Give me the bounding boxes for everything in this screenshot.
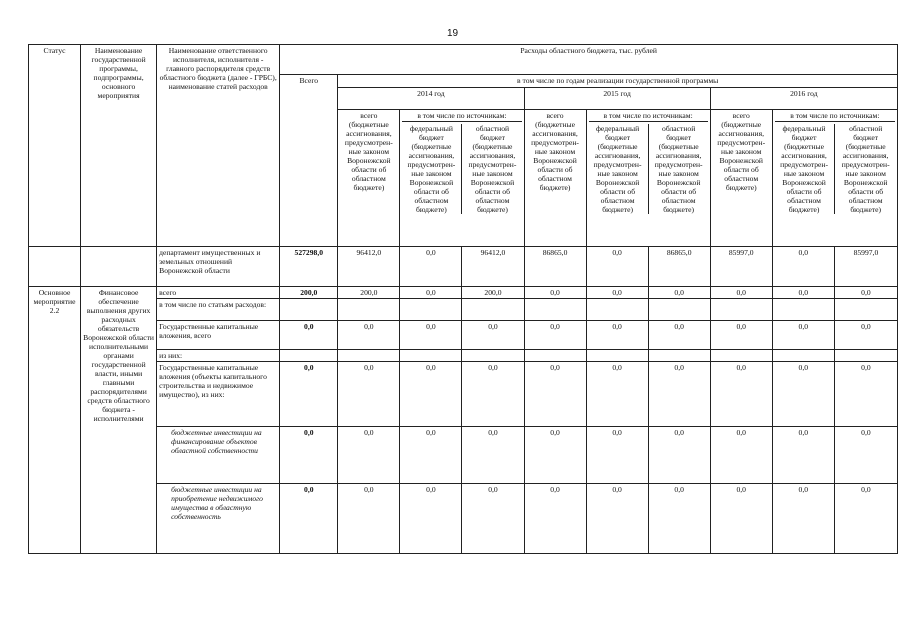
value-cell: 0,0 <box>710 287 772 299</box>
row-label: Государственные капитальные вложения (объекты капитального строительства и недвижимое имущество), из них: <box>157 362 280 427</box>
page-number: 19 <box>446 28 459 39</box>
table-row <box>29 362 898 427</box>
header-total: Всего <box>280 75 338 247</box>
value-cell <box>648 350 710 362</box>
value-cell <box>834 350 897 362</box>
value-cell <box>710 350 772 362</box>
value-cell: 0,0 <box>834 287 897 299</box>
value-cell <box>586 299 648 321</box>
value-cell: 0,0 <box>524 362 586 427</box>
value-cell: 0,0 <box>772 321 834 350</box>
value-cell: 0,0 <box>586 427 648 484</box>
value-cell: 86865,0 <box>524 247 586 287</box>
table-row <box>29 350 898 362</box>
value-cell: 0,0 <box>586 362 648 427</box>
table-row <box>29 287 898 299</box>
value-cell <box>834 299 897 321</box>
value-cell <box>400 350 462 362</box>
value-cell: 0,0 <box>648 484 710 554</box>
value-cell: 0,0 <box>834 362 897 427</box>
value-cell: 0,0 <box>648 427 710 484</box>
value-cell: 0,0 <box>772 484 834 554</box>
header-year-total: всего (бюджетные ассигнования, предусмотрен-ные законом Воронежской области об областном бюджете) <box>524 110 586 247</box>
value-cell: 0,0 <box>772 287 834 299</box>
value-cell: 0,0 <box>648 287 710 299</box>
value-cell: 527298,0 <box>280 247 338 287</box>
row-label: бюджетные инвестиции на приобретение недвижимого имущества в областную собственность <box>157 484 280 554</box>
header-year-2014: 2014 год <box>338 88 524 110</box>
value-cell: 200,0 <box>462 287 524 299</box>
value-cell: 0,0 <box>524 427 586 484</box>
table-row <box>29 427 898 484</box>
value-cell: 0,0 <box>338 362 400 427</box>
value-cell: 0,0 <box>524 287 586 299</box>
header-by-sources: в том числе по источникам: <box>589 111 708 122</box>
header-regional: областной бюджет (бюджетные ассигнования, предусмотрен-ные законом Воронежской области об областном бюджете) <box>654 124 703 214</box>
value-cell: 0,0 <box>400 362 462 427</box>
value-cell <box>280 350 338 362</box>
table-row <box>29 484 898 554</box>
value-cell: 0,0 <box>648 362 710 427</box>
measure-status: Основное мероприятие 2.2 <box>29 287 81 554</box>
value-cell <box>338 350 400 362</box>
value-cell: 0,0 <box>586 321 648 350</box>
header-regional: областной бюджет (бюджетные ассигнования, предусмотрен-ные законом Воронежской области об областном бюджете) <box>841 124 890 214</box>
row-label: из них: <box>157 350 280 362</box>
value-cell <box>586 350 648 362</box>
value-cell: 0,0 <box>586 287 648 299</box>
row-label: всего <box>157 287 280 299</box>
value-cell: 0,0 <box>710 484 772 554</box>
value-cell: 0,0 <box>772 247 834 287</box>
table-row <box>29 299 898 321</box>
value-cell <box>772 299 834 321</box>
header-sources-2014 <box>400 110 524 247</box>
value-cell <box>524 299 586 321</box>
value-cell: 0,0 <box>586 247 648 287</box>
value-cell: 0,0 <box>710 427 772 484</box>
row-label: бюджетные инвестиции на финансирование объектов областной собственности <box>157 427 280 484</box>
value-cell: 0,0 <box>400 484 462 554</box>
header-federal: федеральный бюджет (бюджетные ассигнования, предусмотрен-ные законом Воронежской области об областном бюджете) <box>402 124 462 214</box>
value-cell <box>648 299 710 321</box>
header-by-sources: в том числе по источникам: <box>775 111 895 122</box>
measure-name: Финансовое обеспечение выполнения других расходных обязательств Воронежской области исполнительными органами государственной власти, иными главными распорядителями средств областного бюджета - исполнителями <box>81 287 157 554</box>
value-cell: 0,0 <box>280 362 338 427</box>
value-cell <box>338 299 400 321</box>
header-by-sources: в том числе по источникам: <box>402 111 521 122</box>
value-cell: 0,0 <box>524 484 586 554</box>
value-cell: 0,0 <box>772 427 834 484</box>
header-federal: федеральный бюджет (бюджетные ассигнования, предусмотрен-ные законом Воронежской области об областном бюджете) <box>775 124 836 214</box>
value-cell: 0,0 <box>834 484 897 554</box>
value-cell: 0,0 <box>338 484 400 554</box>
value-cell: 0,0 <box>586 484 648 554</box>
value-cell: 200,0 <box>280 287 338 299</box>
header-year-2015: 2015 год <box>524 88 710 110</box>
value-cell <box>400 299 462 321</box>
header-executor-name: Наименование ответственного исполнителя, исполнителя - главного распорядителя средств областного бюджета (далее - ГРБС), наименование статей расходов <box>157 45 280 247</box>
header-federal: федеральный бюджет (бюджетные ассигнования, предусмотрен-ные законом Воронежской области об областном бюджете) <box>589 124 649 214</box>
value-cell: 0,0 <box>710 321 772 350</box>
value-cell: 85997,0 <box>834 247 897 287</box>
value-cell: 0,0 <box>462 484 524 554</box>
value-cell: 0,0 <box>280 321 338 350</box>
header-sources-2015 <box>586 110 710 247</box>
value-cell: 0,0 <box>834 427 897 484</box>
header-by-years: в том числе по годам реализации государственной программы <box>338 75 898 88</box>
value-cell: 0,0 <box>834 321 897 350</box>
value-cell: 0,0 <box>400 247 462 287</box>
value-cell <box>280 299 338 321</box>
header-year-total: всего (бюджетные ассигнования, предусмотрен-ные законом Воронежской области об областном бюджете) <box>710 110 772 247</box>
value-cell: 0,0 <box>338 427 400 484</box>
header-year-total: всего (бюджетные ассигнования, предусмотрен-ные законом Воронежской области об областном бюджете) <box>338 110 400 247</box>
value-cell <box>710 299 772 321</box>
header-expenses: Расходы областного бюджета, тыс. рублей <box>280 45 898 75</box>
value-cell: 96412,0 <box>338 247 400 287</box>
header-program-name: Наименование государственной программы, подпрограммы, основного мероприятия <box>81 45 157 247</box>
header-sources-2016 <box>772 110 897 247</box>
value-cell: 0,0 <box>462 362 524 427</box>
header-year-2016: 2016 год <box>710 88 897 110</box>
value-cell: 0,0 <box>280 484 338 554</box>
value-cell <box>772 350 834 362</box>
value-cell: 0,0 <box>710 362 772 427</box>
value-cell: 0,0 <box>400 287 462 299</box>
value-cell: 0,0 <box>280 427 338 484</box>
value-cell: 85997,0 <box>710 247 772 287</box>
value-cell: 0,0 <box>462 321 524 350</box>
table-row <box>29 321 898 350</box>
table-row <box>29 247 898 287</box>
value-cell: 200,0 <box>338 287 400 299</box>
header-status: Статус <box>29 45 81 247</box>
header-regional: областной бюджет (бюджетные ассигнования, предусмотрен-ные законом Воронежской области об областном бюджете) <box>468 124 517 214</box>
value-cell: 86865,0 <box>648 247 710 287</box>
value-cell: 0,0 <box>462 427 524 484</box>
value-cell: 0,0 <box>524 321 586 350</box>
budget-table <box>28 44 898 554</box>
row-label: Государственные капитальные вложения, всего <box>157 321 280 350</box>
value-cell <box>462 299 524 321</box>
value-cell: 0,0 <box>648 321 710 350</box>
row-label: в том числе по статьям расходов: <box>157 299 280 321</box>
value-cell: 0,0 <box>400 427 462 484</box>
value-cell <box>462 350 524 362</box>
value-cell: 0,0 <box>400 321 462 350</box>
value-cell: 96412,0 <box>462 247 524 287</box>
row-label: департамент имущественных и земельных отношений Воронежской области <box>157 247 280 287</box>
value-cell: 0,0 <box>772 362 834 427</box>
value-cell: 0,0 <box>338 321 400 350</box>
value-cell <box>524 350 586 362</box>
